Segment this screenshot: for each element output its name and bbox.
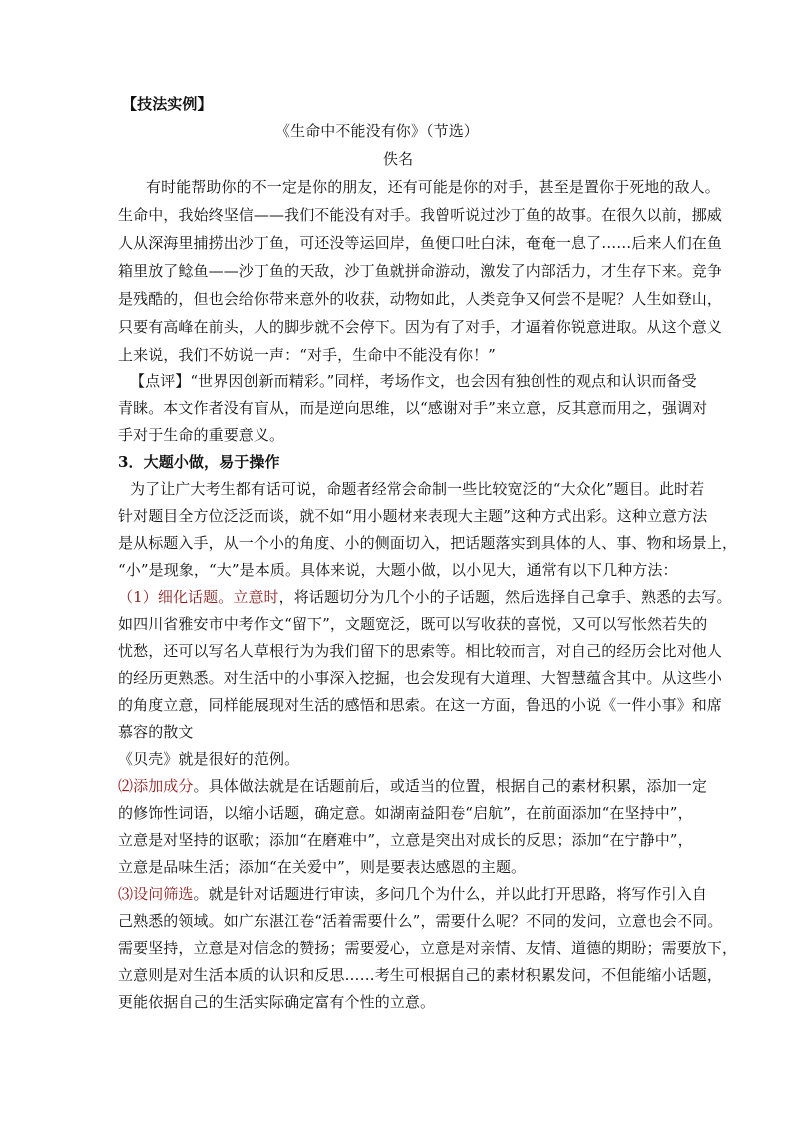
essay-title: 《生命中不能没有你》（节选） [275, 122, 479, 140]
method2-line: 立意是品味生活；添加“在关爱中”，则是要表达感恩的主题。 [118, 858, 527, 876]
section3-line: “小”是现象，“大”是本质。具体来说，大题小做，以小见大，通常有以下几种方法： [118, 561, 678, 579]
method1-line: 的角度立意，同样能展现对生活的感悟和思索。在这一方面，鲁迅的小说《一件小事》和席 [118, 696, 723, 714]
section3-line: 是从标题入手，从一个小的角度、小的侧面切入，把话题落实到具体的人、事、物和场景上， [118, 534, 738, 552]
method1-label: （1）细化话题。立意时 [118, 588, 279, 606]
section3-line: 为了让广大考生都有话可说，命题者经常会命制一些比较宽泛的“大众化”题目。此时若 [130, 480, 705, 498]
essay-line: 是残酷的，但也会给你带来意外的收获，动物如此，人类竞争又何尝不是呢？人生如登山， [118, 290, 723, 308]
comment-line: 青睐。本文作者没有盲从，而是逆向思维，以“感谢对手”来立意，反其意而用之，强调对 [118, 399, 708, 417]
section3-line: 针对题目全方位泛泛而谈，就不如“用小题材来表现大主题”这种方式出彩。这种立意方法 [118, 507, 708, 525]
section-heading: 【技法实例】 [122, 95, 213, 113]
method1-line: 忧愁，还可以写名人草根行为为我们留下的思索等。相比较而言，对自己的经历会比对他人 [118, 642, 723, 660]
method1-line: 慕容的散文 [118, 723, 194, 741]
essay-line: 上来说，我们不妨说一声：“对手，生命中不能没有你！” [118, 346, 496, 364]
method2-line: 立意是对坚持的讴歌；添加“在磨难中”，立意是突出对成长的反思；添加“在宁静中”， [118, 831, 693, 849]
method2-line: 的修饰性词语，以缩小话题，确定意。如湖南益阳卷“启航”，在前面添加“在坚持中”， [118, 804, 693, 822]
method1-line: 的经历更熟悉。对生活中的小事深入挖掘，也会发现有大道理、大智慧蕴含其中。从这些小 [118, 669, 723, 687]
method1-first-line [118, 587, 732, 607]
method3-first-rest: 。就是针对话题进行审读，多问几个为什么，并以此打开思路，将写作引入自 [193, 885, 707, 903]
comment-line: 【点评】“世界因创新而精彩。”同样，考场作文，也会因有独创性的观点和认识而备受 [130, 372, 697, 390]
method3-line: 需要坚持，立意是对信念的赞扬；需要爱心，立意是对亲情、友情、道德的期盼；需要放下， [118, 939, 738, 957]
comment-line: 手对于生命的重要意义。 [118, 426, 285, 444]
method3-first-line [118, 884, 707, 904]
essay-line: 人从深海里捕捞出沙丁鱼，可还没等运回岸，鱼便口吐白沫，奄奄一息了……后来人们在鱼 [118, 234, 723, 252]
method1-line: 《贝壳》就是很好的范例。 [118, 750, 300, 768]
essay-line: 有时能帮助你的不一定是你的朋友，还有可能是你的对手，甚至是置你于死地的敌人。 [146, 178, 720, 196]
essay-line: 生命中，我始终坚信——我们不能没有对手。我曾听说过沙丁鱼的故事。在很久以前，挪威 [118, 206, 723, 224]
method2-label: ⑵添加成分 [118, 777, 194, 795]
essay-line: 只要有高峰在前头，人的脚步就不会停下。因为有了对手，才逼着你锐意进取。从这个意义 [118, 318, 723, 336]
method2-first-line [118, 776, 707, 796]
essay-author: 佚名 [383, 150, 414, 168]
section3-title: 3．大题小做，易于操作 [118, 453, 280, 471]
method1-first-rest: ，将话题切分为几个小的子话题，然后选择自己拿手、熟悉的去写。 [278, 588, 732, 606]
method3-line: 更能依据自己的生活实际确定富有个性的立意。 [118, 993, 436, 1011]
essay-line: 箱里放了鲶鱼——沙丁鱼的天敌，沙丁鱼就拼命游动，激发了内部活力，才生存下来。竞争 [118, 262, 723, 280]
method3-line: 己熟悉的领域。如广东湛江卷“活着需要什么”，需要什么呢？不同的发问，立意也会不同。 [118, 912, 723, 930]
method3-line: 立意则是对生活本质的认识和反思……考生可根据自己的素材积累发问，不但能缩小话题， [118, 966, 723, 984]
method2-first-rest: 。具体做法就是在话题前后，或适当的位置，根据自己的素材积累，添加一定 [193, 777, 707, 795]
method1-line: 如四川省雅安市中考作文“留下”，文题宽泛，既可以写收获的喜悦，又可以写怅然若失的 [118, 615, 708, 633]
method3-label: ⑶设问筛选 [118, 885, 194, 903]
